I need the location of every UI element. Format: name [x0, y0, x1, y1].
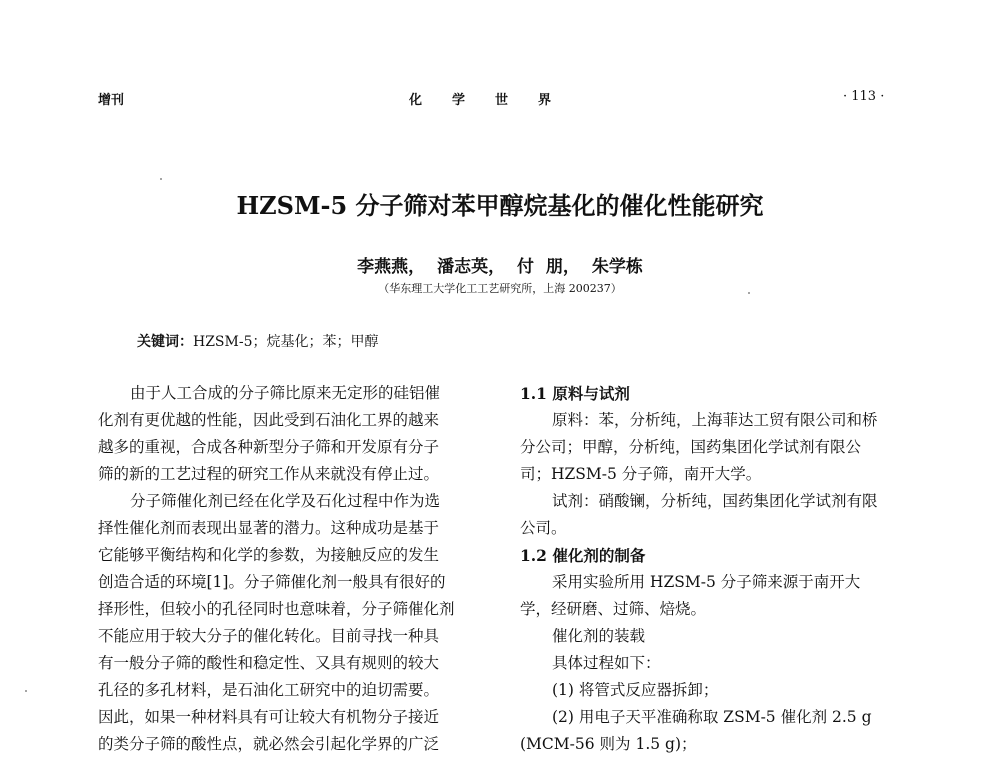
body-line: 由于人工合成的分子筛比原来无定形的硅铝催 — [130, 384, 441, 402]
body-line: 越多的重视，合成各种新型分子筛和开发原有分子 — [98, 438, 440, 456]
running-header-journal-name: 化学世界 — [409, 93, 582, 108]
body-line: 择性催化剂而表现出显著的潜力。这种成功是基于 — [98, 519, 440, 537]
body-line: 分子筛催化剂已经在化学及石化过程中作为选 — [130, 492, 441, 510]
scan-speck — [160, 178, 162, 180]
right-text-column — [520, 380, 912, 758]
body-line: 试剂：硝酸镧，分析纯，国药集团化学试剂有限 — [552, 492, 878, 510]
left-text-column — [98, 380, 490, 758]
body-line: 具体过程如下： — [552, 654, 661, 672]
page-number: · 113 · — [843, 89, 885, 104]
body-line: 不能应用于较大分子的催化转化。目前寻找一种具 — [98, 627, 440, 645]
body-line: (MCM-56 则为 1.5 g)； — [520, 735, 697, 753]
body-line: (2) 用电子天平准确称取 ZSM-5 催化剂 2.5 g — [552, 708, 872, 726]
author-affiliation: （华东理工大学化工工艺研究所，上海 200237） — [378, 282, 622, 295]
body-line: 创造合适的环境[1]。分子筛催化剂一般具有很好的 — [98, 573, 446, 591]
body-line: 有一般分子筛的酸性和稳定性、又具有规则的较大 — [98, 654, 440, 672]
body-line: 的类分子筛的酸性点，就必然会引起化学界的广泛 — [98, 735, 440, 753]
author-list: 李燕燕， 潘志英， 付 朋， 朱学栋 — [357, 257, 643, 277]
body-line: 司；HZSM-5 分子筛，南开大学。 — [520, 465, 762, 483]
body-line: 择形性，但较小的孔径同时也意味着，分子筛催化剂 — [98, 600, 455, 618]
body-line: 催化剂的装载 — [552, 627, 646, 645]
body-line: 原料：苯，分析纯，上海菲达工贸有限公司和桥 — [552, 411, 878, 429]
body-line: (1) 将管式反应器拆卸； — [552, 681, 719, 699]
body-line: 学，经研磨、过筛、焙烧。 — [520, 600, 707, 618]
body-line: 公司。 — [520, 519, 567, 537]
scan-speck — [25, 690, 27, 692]
body-line: 分公司；甲醇，分析纯，国药集团化学试剂有限公 — [520, 438, 862, 456]
body-line: 它能够平衡结构和化学的参数，为接触反应的发生 — [98, 546, 440, 564]
body-line: 化剂有更优越的性能，因此受到石油化工界的越来 — [98, 411, 440, 429]
section-heading-catalyst-prep: 1.2 催化剂的制备 — [520, 546, 646, 565]
keywords-value: HZSM-5；烷基化；苯；甲醇 — [193, 334, 379, 350]
keywords-label: 关键词： — [137, 334, 193, 350]
body-line: 因此，如果一种材料具有可让较大有机物分子接近 — [98, 708, 440, 726]
body-line: 采用实验所用 HZSM-5 分子筛来源于南开大 — [552, 573, 861, 591]
scan-speck — [748, 292, 750, 294]
body-line: 孔径的多孔材料，是石油化工研究中的迫切需要。 — [98, 681, 440, 699]
body-line: 筛的新的工艺过程的研究工作从来就没有停止过。 — [98, 465, 440, 483]
running-header-journal-issue: 增刊 — [98, 93, 125, 108]
paper-title: HZSM-5 分子筛对苯甲醇烷基化的催化性能研究 — [236, 191, 764, 220]
keywords-line — [137, 331, 379, 351]
section-heading-materials: 1.1 原料与试剂 — [520, 384, 630, 403]
